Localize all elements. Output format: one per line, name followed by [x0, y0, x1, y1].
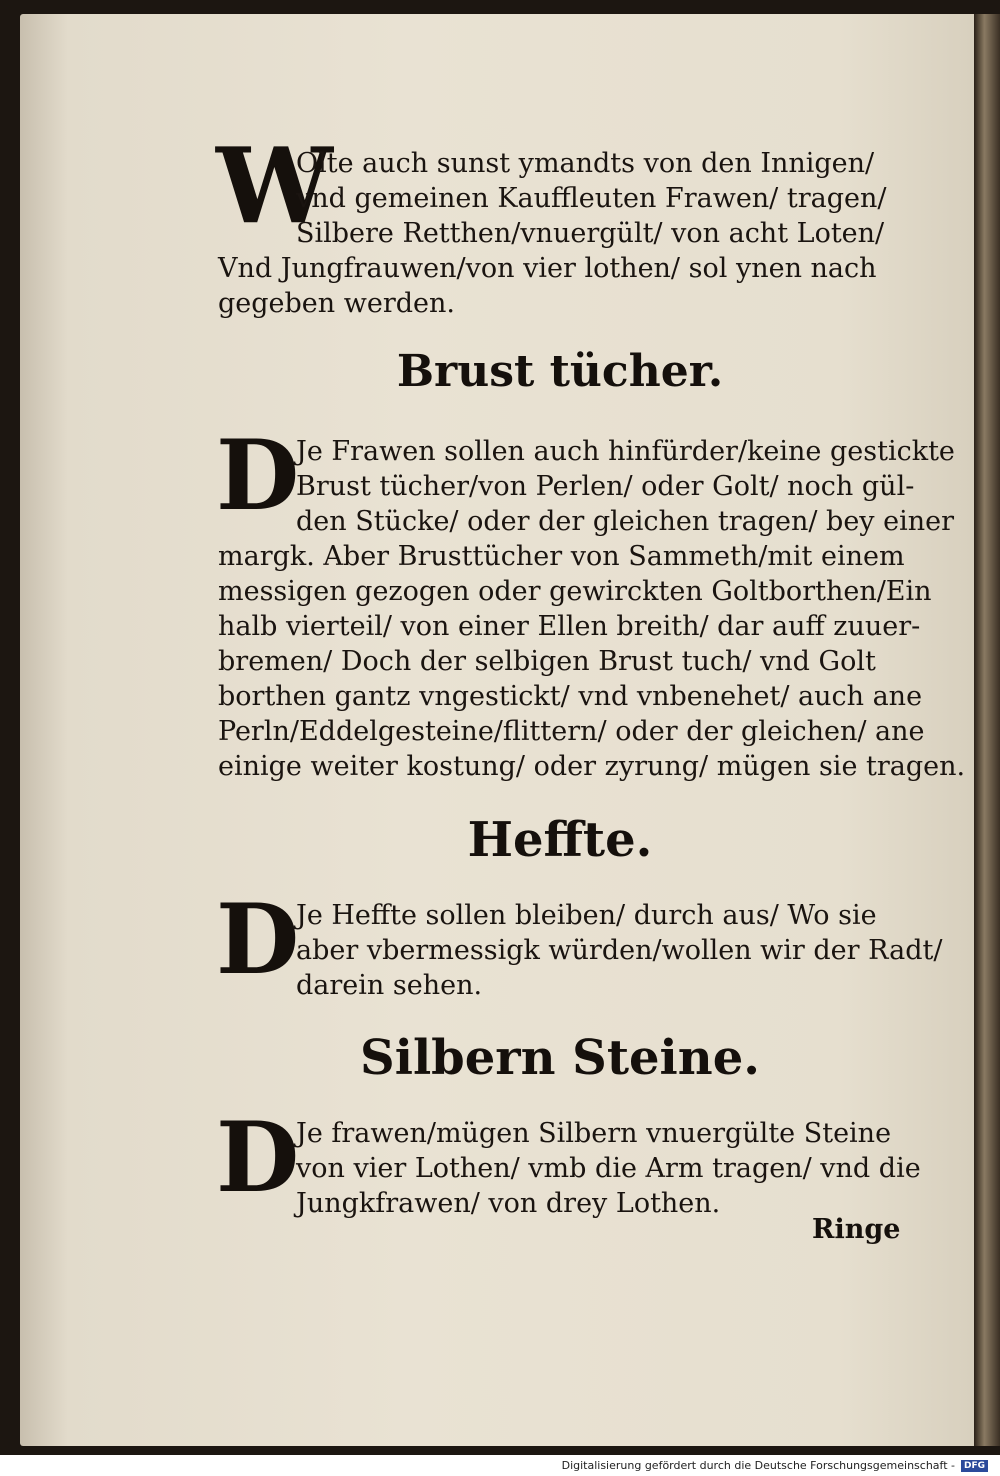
text-line: borthen gantz vngestickt/ vnd vnbenehet/ auch ane [218, 681, 923, 712]
text-line: Brust tücher/von Perlen/ oder Golt/ noch gül- [296, 471, 915, 502]
text-line: halb vierteil/ von einer Ellen breith/ dar auff zuuer- [218, 611, 921, 642]
text-line: Perln/Eddelgesteine/flittern/ oder der gleichen/ ane [218, 716, 925, 747]
footer-bar [0, 1456, 1000, 1476]
paragraph-brust-tucher [218, 434, 966, 784]
text-line: vnd gemeinen Kauffleuten Frawen/ tragen/ [296, 183, 887, 214]
text-line: Je frawen/mügen Silbern vnuergülte Steine [296, 1118, 892, 1149]
heading-brust-tucher: Brust tücher. [396, 346, 724, 397]
heading-silbern-steine: Silbern Steine. [360, 1030, 760, 1086]
heading-heffte: Hefftе. [467, 812, 653, 868]
dfg-logo-icon[interactable]: DFG [961, 1460, 988, 1472]
text-line: Silbere Retthen/vnuergült/ von acht Loten/ [296, 218, 885, 249]
footer-credit: Digitalisierung gefördert durch die Deutsche Forschungsgemeinschaft - [561, 1459, 955, 1472]
text-line: Jungkfrawen/ von drey Lothen. [296, 1188, 721, 1219]
text-line: einige weiter kostung/ oder zyrung/ mügen sie tragen. [218, 751, 966, 782]
text-line: margk. Aber Brusttücher von Sammeth/mit einem [218, 541, 905, 572]
text-line: messigen gezogen oder gewirckten Goltborthen/Ein [218, 576, 932, 607]
text-line: Olte auch sunst ymandts von den Innigen/ [296, 148, 875, 179]
drop-cap-w: W [216, 124, 333, 247]
text-line: Je Frawen sollen auch hinfürder/keine gestickte [296, 436, 955, 467]
text-line: darein sehen. [296, 970, 483, 1001]
catchword: Ringe [812, 1214, 901, 1245]
text-line: von vier Lothen/ vmb die Arm tragen/ vnd die [296, 1153, 921, 1184]
page-edge [974, 14, 1000, 1446]
text-line: aber vbermessigk würden/wollen wir der Radt/ [296, 935, 943, 966]
text-line: Vnd Jungfrauwen/von vier lothen/ sol ynen nach [218, 253, 877, 284]
text-line: den Stücke/ oder der gleichen tragen/ bey einer [296, 506, 955, 537]
paragraph-heffte [218, 898, 943, 1003]
text-line: bremen/ Doch der selbigen Brust tuch/ vnd Golt [218, 646, 876, 677]
text-line: gegeben werden. [218, 288, 455, 319]
drop-cap-d: D [216, 883, 300, 996]
paragraph-kettens [218, 146, 908, 321]
paragraph-silbern-steine [218, 1116, 921, 1221]
drop-cap-d: D [216, 1101, 300, 1214]
text-line: Je Heffte sollen bleiben/ durch aus/ Wo sie [296, 900, 877, 931]
drop-cap-d: D [216, 419, 300, 532]
